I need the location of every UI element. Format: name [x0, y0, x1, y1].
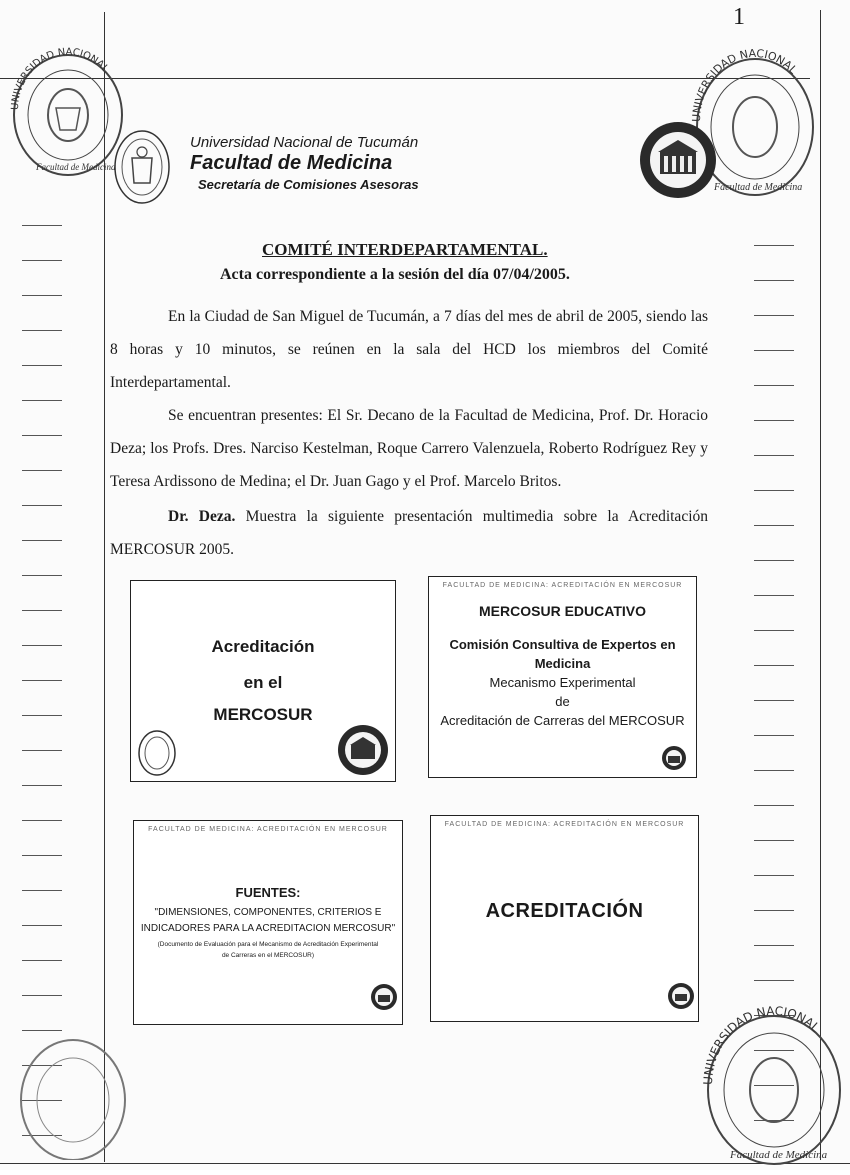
- slide1-line1: Acreditación: [211, 637, 315, 656]
- margin-tick: [22, 470, 62, 471]
- slide3-title: FUENTES:: [235, 885, 301, 900]
- paragraph-presentation: Dr. Deza. Muestra la siguiente presentación multimedia sobre la Acreditación MERCOSUR 2005.: [110, 508, 709, 558]
- slide3-header: FACULTAD DE MEDICINA: ACREDITACIÓN EN MERCOSUR: [148, 826, 388, 833]
- margin-tick: [22, 435, 62, 436]
- slide-mercosur-educativo: [428, 576, 697, 778]
- slide-acreditacion-mercosur: [130, 580, 396, 782]
- margin-tick: [754, 700, 794, 701]
- margin-tick: [22, 330, 62, 331]
- margin-tick: [22, 680, 62, 681]
- margin-tick: [22, 785, 62, 786]
- svg-text:UNIVERSIDAD NACIONAL: UNIVERSIDAD NACIONAL: [690, 46, 800, 123]
- university-seal-top-left: [6, 30, 126, 185]
- svg-text:UNIVERSIDAD NACIONAL: UNIVERSIDAD NACIONAL: [9, 46, 111, 111]
- faculty-name: Facultad de Medicina: [190, 152, 393, 174]
- margin-tick: [22, 855, 62, 856]
- speaker-name: Dr. Deza.: [168, 508, 236, 525]
- page-number: 1: [733, 4, 745, 30]
- slide2-header: FACULTAD DE MEDICINA: ACREDITACIÓN EN MERCOSUR: [442, 582, 683, 589]
- slide-fuentes: [133, 820, 403, 1025]
- margin-tick: [22, 540, 62, 541]
- slide3-line4: de Carreras en el MERCOSUR): [221, 952, 315, 959]
- margin-tick: [754, 630, 794, 631]
- margin-tick: [22, 225, 62, 226]
- document-title: COMITÉ INTERDEPARTAMENTAL.: [262, 240, 548, 259]
- slide2-line5: Acreditación de Carreras del MERCOSUR: [440, 713, 685, 728]
- faculty-logo-seal-left: [112, 128, 172, 211]
- margin-tick: [22, 890, 62, 891]
- svg-text:Facultad de Medicina: Facultad de Medicina: [730, 1149, 828, 1161]
- slide2-line4: de: [555, 694, 570, 709]
- slide-acreditacion: [430, 815, 699, 1022]
- margin-tick: [754, 350, 794, 351]
- margin-tick: [22, 610, 62, 611]
- slide2-logo: [661, 745, 687, 771]
- faculty-building-logo-right: [636, 120, 720, 205]
- slide4-logo: [667, 982, 695, 1010]
- margin-tick: [22, 260, 62, 261]
- university-seal-bottom-left: [18, 1020, 128, 1165]
- paragraph-opening: En la Ciudad de San Miguel de Tucumán, a 7 días del mes de abril de 2005, siendo las 8 horas y 10 minutos, se reúnen en la sala del HCD los miembros del Comité Interdepartamental.: [110, 308, 708, 391]
- margin-tick: [22, 575, 62, 576]
- slide3-logo: [370, 983, 398, 1011]
- slide1-building-logo: [336, 723, 390, 777]
- margin-tick: [754, 560, 794, 561]
- paragraph-attendees: Se encuentran presentes: El Sr. Decano de la Facultad de Medicina, Prof. Dr. Horacio Deza; los Profs. Dres. Narciso Kestelman, Roque Carrero Valenzuela, Roberto Rodríguez Rey y Teresa Ardissono de Medina; el Dr. Juan Gago y el Prof. Marcelo Britos.: [110, 407, 708, 490]
- secretariat-name: Secretaría de Comisiones Asesoras: [198, 177, 419, 192]
- slide2-title: MERCOSUR EDUCATIVO: [479, 603, 646, 619]
- margin-tick: [754, 525, 794, 526]
- slide4-title: ACREDITACIÓN: [485, 900, 644, 922]
- margin-tick: [754, 980, 794, 981]
- university-seal-bottom-right: [700, 990, 850, 1175]
- slide2-line3: Mecanismo Experimental: [489, 675, 636, 690]
- margin-tick: [754, 875, 794, 876]
- svg-text:UNIVERSIDAD NACIONAL: UNIVERSIDAD NACIONAL: [700, 1003, 823, 1086]
- margin-tick: [22, 820, 62, 821]
- margin-tick: [754, 840, 794, 841]
- margin-tick: [22, 365, 62, 366]
- margin-tick: [22, 645, 62, 646]
- slide3-line2: INDICADORES PARA LA ACREDITACION MERCOSUR": [140, 923, 396, 934]
- slide2-line2: Medicina: [534, 656, 591, 671]
- slide2-line1: Comisión Consultiva de Expertos en: [449, 637, 676, 652]
- margin-tick: [754, 490, 794, 491]
- svg-text:Facultad de Medicina: Facultad de Medicina: [714, 182, 803, 193]
- letterhead: [190, 134, 419, 192]
- slide3-line1: "DIMENSIONES, COMPONENTES, CRITERIOS E: [154, 907, 382, 918]
- margin-tick: [22, 295, 62, 296]
- margin-tick: [22, 925, 62, 926]
- margin-tick: [754, 420, 794, 421]
- margin-tick: [754, 385, 794, 386]
- slide1-line2: en el: [243, 673, 283, 692]
- margin-tick: [22, 400, 62, 401]
- margin-tick: [754, 665, 794, 666]
- right-border-line: [820, 10, 821, 1160]
- margin-tick: [754, 945, 794, 946]
- margin-tick: [22, 960, 62, 961]
- slide1-line3: MERCOSUR: [213, 705, 313, 724]
- margin-tick: [754, 245, 794, 246]
- slide4-header: FACULTAD DE MEDICINA: ACREDITACIÓN EN MERCOSUR: [444, 821, 685, 828]
- margin-tick: [754, 805, 794, 806]
- margin-tick: [754, 910, 794, 911]
- document-subtitle: Acta correspondiente a la sesión del día 07/04/2005.: [220, 266, 570, 283]
- margin-tick: [754, 315, 794, 316]
- slide1-seal-logo: [137, 729, 177, 777]
- margin-tick: [754, 770, 794, 771]
- margin-tick: [22, 715, 62, 716]
- margin-tick: [754, 280, 794, 281]
- margin-tick: [754, 595, 794, 596]
- margin-tick: [754, 735, 794, 736]
- margin-tick: [22, 995, 62, 996]
- margin-tick: [754, 455, 794, 456]
- university-name: Universidad Nacional de Tucumán: [190, 134, 419, 151]
- svg-text:Facultad de Medicina: Facultad de Medicina: [36, 162, 116, 172]
- margin-tick: [22, 505, 62, 506]
- slide3-line3: (Documento de Evaluación para el Mecanismo de Acreditación Experimental: [157, 941, 379, 948]
- margin-tick: [22, 750, 62, 751]
